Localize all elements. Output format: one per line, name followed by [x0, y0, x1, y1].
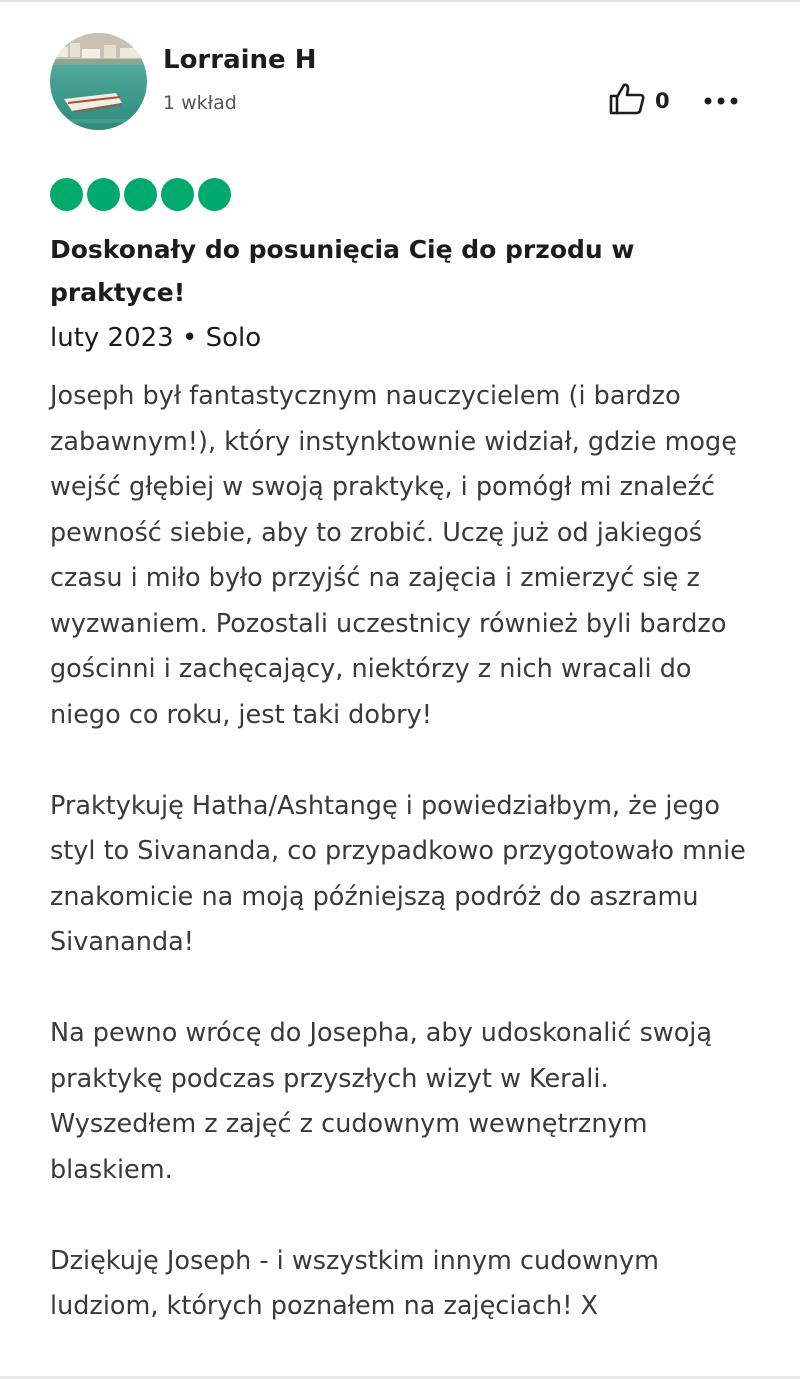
review-meta: luty 2023 • Solo: [50, 323, 262, 353]
review-paragraph: Joseph był fantastycznym nauczycielem (i bardzo zabawnym!), który instynktownie widział, gdzie mogę wejść głębiej w swoją praktykę, i pomógł mi znaleźć pewność siebie, aby to zrobić. Uczę już od jakiegoś czasu i miło było przyjść na zajęcia i zmierzyć się z wyzwaniem. Pozostali uczestnicy również byli bardzo gościnni i zachęcający, niektórzy z nich wracali do niego co roku, jest taki dobry!: [50, 381, 737, 730]
reviewer-name[interactable]: Lorraine H: [163, 45, 317, 75]
rating-bubble: [50, 178, 83, 211]
rating-bubble: [87, 178, 120, 211]
rating-bubbles: [50, 178, 231, 214]
review-title[interactable]: Doskonały do posunięcia Cię do przodu w praktyce!: [50, 235, 635, 307]
rating-bubble: [198, 178, 231, 211]
review-paragraph: Praktykuję Hatha/Ashtangę i powiedziałbym, że jego styl to Sivananda, co przypadkowo przygotowało mnie znakomicie na moją późniejszą podróż do aszramu Sivananda!: [50, 790, 746, 957]
helpful-vote-button[interactable]: [609, 83, 670, 119]
review-body: [50, 374, 758, 1330]
review-paragraph: Dziękuję Joseph - i wszystkim innym cudownym ludziom, których poznałem na zajęciach! X: [50, 1245, 659, 1321]
top-divider: [0, 0, 800, 2]
more-options-button[interactable]: [700, 82, 742, 116]
review-paragraph: Na pewno wrócę do Josepha, aby udoskonalić swoją praktykę podczas przyszłych wizyt w Kerali. Wyszedłem z zajęć z cudownym wewnętrznym blaskiem.: [50, 1018, 713, 1185]
rating-bubble: [161, 178, 194, 211]
avatar[interactable]: [50, 33, 147, 130]
contribution-count: 1 wkład: [163, 92, 237, 114]
helpful-count: 0: [655, 89, 670, 113]
rating-bubble: [124, 178, 157, 211]
thumbs-up-icon: [609, 82, 647, 120]
more-options-icon: [704, 90, 738, 109]
